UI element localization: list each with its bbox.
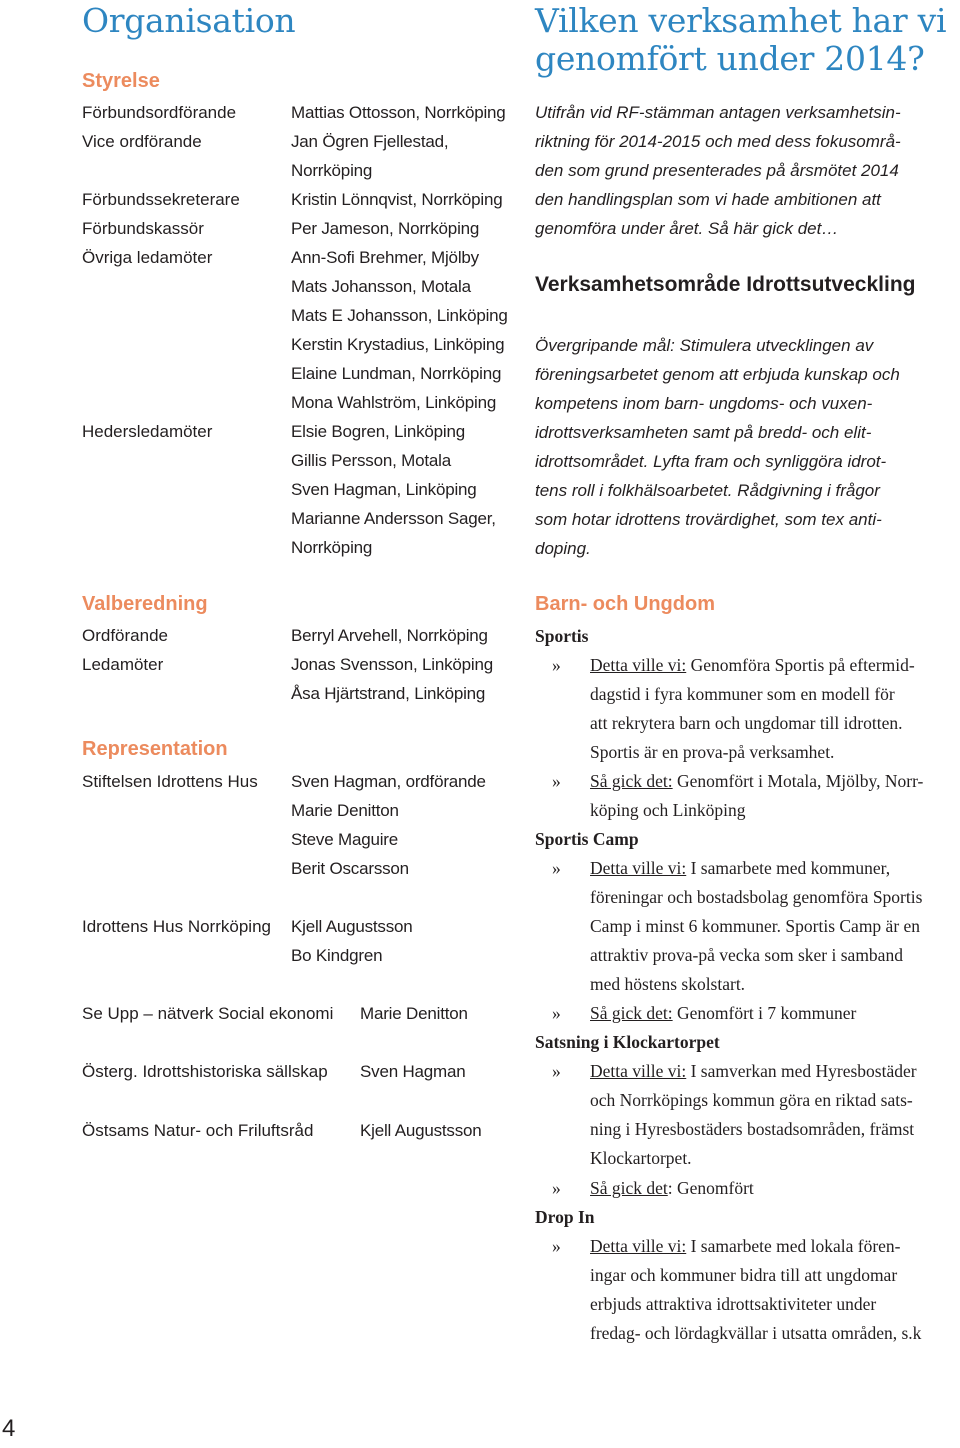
intro-paragraph — [535, 98, 901, 243]
row-value: Sven Hagman, Linköping — [291, 480, 477, 499]
item-text: dagstid i fyra kommuner som en modell för — [590, 684, 895, 704]
goal-line: tens roll i folkhälsoarbetet. Rådgivning i frågor — [535, 481, 880, 500]
row-value: Marie Denitton — [360, 1004, 468, 1023]
row-value: Mats Johansson, Motala — [291, 277, 471, 296]
intro-line: Utifrån vid RF-stämman antagen verksamhetsin- — [535, 103, 901, 122]
goal-line: föreningsarbetet genom att erbjuda kunskap och — [535, 365, 900, 384]
item-text: Genomfört i Motala, Mjölby, Norr- — [672, 771, 924, 791]
item-text: att rekrytera barn och ungdomar till idrotten. — [590, 713, 903, 733]
row-label: Österg. Idrottshistoriska sällskap — [82, 1062, 328, 1081]
bullet-item — [590, 1174, 754, 1203]
row-label: Ledamöter — [82, 655, 164, 674]
row-value: Kjell Augustsson — [291, 917, 413, 936]
representation-heading: Representation — [82, 738, 228, 760]
row-value: Mona Wahlström, Linköping — [291, 393, 497, 412]
row-value: Bo Kindgren — [291, 946, 383, 965]
bullet-icon: » — [552, 858, 561, 878]
bullet-icon: » — [552, 771, 561, 791]
item-text: Klockartorpet. — [590, 1148, 692, 1168]
row-value: Kristin Lönnqvist, Norrköping — [291, 190, 503, 209]
intro-line: genomföra under året. Så här gick det… — [535, 219, 839, 238]
item-text: köping och Linköping — [590, 800, 746, 820]
goal-line: som hotar idrottens trovärdighet, som tex anti- — [535, 510, 882, 529]
row-value: Berryl Arvehell, Norrköping — [291, 626, 488, 645]
item-text: attraktiv prova-på vecka som sker i samband — [590, 945, 903, 965]
item-text: med höstens skolstart. — [590, 974, 746, 994]
intro-line: riktning för 2014-2015 och med dess fokusområ- — [535, 132, 901, 151]
item-key: Detta ville vi: — [590, 655, 687, 675]
bullet-icon: » — [552, 1178, 561, 1198]
row-label: Övriga ledamöter — [82, 248, 213, 267]
intro-line: den handlingsplan som vi hade ambitionen att — [535, 190, 881, 209]
row-label: Idrottens Hus Norrköping — [82, 917, 271, 936]
item-text: ning i Hyresbostäders bostadsområden, främst — [590, 1119, 915, 1139]
row-value: Elsie Bogren, Linköping — [291, 422, 466, 441]
bullet-icon: » — [552, 1003, 561, 1023]
bullet-item — [590, 854, 922, 999]
item-text: I samverkan med Hyresbostäder — [686, 1061, 917, 1081]
bullet-icon: » — [552, 655, 561, 675]
item-text: I samarbete med lokala fören- — [686, 1236, 901, 1256]
row-label: Hedersledamöter — [82, 422, 213, 441]
row-value: Berit Oscarsson — [291, 859, 409, 878]
bullet-item — [590, 767, 923, 825]
valberedning-heading: Valberedning — [82, 593, 208, 615]
page-number: 4 — [2, 1415, 16, 1442]
item-key: Detta ville vi: — [590, 1061, 687, 1081]
row-value: Jan Ögren Fjellestad, — [291, 132, 449, 151]
row-value: Ann-Sofi Brehmer, Mjölby — [291, 248, 479, 267]
item-text: fredag- och lördagkvällar i utsatta områden, s.k — [590, 1323, 922, 1343]
bullet-item — [590, 651, 915, 767]
row-value: Mats E Johansson, Linköping — [291, 306, 508, 325]
row-value: Kjell Augustsson — [360, 1121, 482, 1140]
intro-line: den som grund presenterades på årsmötet 2014 — [535, 161, 899, 180]
row-value: Steve Maguire — [291, 830, 399, 849]
row-value: Norrköping — [291, 161, 373, 180]
bullet-icon: » — [552, 1061, 561, 1081]
item-key: Detta ville vi: — [590, 1236, 687, 1256]
item-key: Så gick det: — [590, 771, 673, 791]
item-text: : Genomfört — [667, 1178, 754, 1198]
section-title-klockartorpet: Satsning i Klockartorpet — [535, 1032, 720, 1052]
row-value: Marie Denitton — [291, 801, 399, 820]
section-title-sportis: Sportis — [535, 626, 589, 646]
row-label: Stiftelsen Idrottens Hus — [82, 772, 258, 791]
verksamhet-title-line2: genomfört under 2014? — [535, 39, 925, 78]
organisation-title: Organisation — [82, 1, 296, 40]
item-text: och Norrköpings kommun göra en riktad sats- — [590, 1090, 913, 1110]
section-title-drop-in: Drop In — [535, 1207, 595, 1227]
row-label: Se Upp – nätverk Social ekonomi — [82, 1004, 334, 1023]
barn-ungdom-heading: Barn- och Ungdom — [535, 593, 715, 615]
goal-line: idrottsområdet. Lyfta fram och synliggöra idrot- — [535, 452, 887, 471]
section-title-sportis-camp: Sportis Camp — [535, 829, 639, 849]
row-value: Elaine Lundman, Norrköping — [291, 364, 502, 383]
item-text: Sportis är en prova-på verksamhet. — [590, 742, 835, 762]
row-label: Förbundssekreterare — [82, 190, 240, 209]
row-label: Förbundsordförande — [82, 103, 237, 122]
item-text: föreningar och bostadsbolag genomföra Sportis — [590, 887, 923, 907]
row-label: Östsams Natur- och Friluftsråd — [82, 1121, 314, 1140]
item-key: Så gick det: — [590, 1003, 673, 1023]
item-text: Genomföra Sportis på eftermid- — [686, 655, 915, 675]
row-value: Kerstin Krystadius, Linköping — [291, 335, 505, 354]
row-value: Jonas Svensson, Linköping — [291, 655, 493, 674]
row-value: Sven Hagman — [360, 1062, 466, 1081]
goal-line: kompetens inom barn- ungdoms- och vuxen- — [535, 394, 873, 413]
area-heading: Verksamhetsområde Idrottsutveckling — [535, 273, 916, 296]
bullet-item — [590, 1057, 917, 1173]
goal-line: doping. — [535, 539, 591, 558]
row-value: Mattias Ottosson, Norrköping — [291, 103, 506, 122]
item-text: Genomfört i 7 kommuner — [672, 1003, 857, 1023]
item-text: erbjuds attraktiva idrottsaktiviteter under — [590, 1294, 877, 1314]
row-value: Marianne Andersson Sager, — [291, 509, 496, 528]
row-value: Gillis Persson, Motala — [291, 451, 451, 470]
bullet-item — [590, 1232, 921, 1348]
row-value: Åsa Hjärtstrand, Linköping — [291, 684, 486, 703]
goal-line: Övergripande mål: Stimulera utvecklingen av — [535, 336, 874, 355]
row-label: Ordförande — [82, 626, 168, 645]
bullet-item — [590, 999, 856, 1028]
row-value: Norrköping — [291, 538, 373, 557]
item-text: ingar och kommuner bidra till att ungdomar — [590, 1265, 898, 1285]
bullet-icon: » — [552, 1236, 561, 1256]
goal-paragraph — [535, 331, 900, 563]
styrelse-heading: Styrelse — [82, 70, 160, 92]
verksamhet-title-line1: Vilken verksamhet har vi — [535, 1, 947, 40]
row-value: Per Jameson, Norrköping — [291, 219, 480, 238]
goal-line: idrottsverksamheten samt på bredd- och elit- — [535, 423, 872, 442]
item-text: I samarbete med kommuner, — [686, 858, 891, 878]
item-text: Camp i minst 6 kommuner. Sportis Camp är en — [590, 916, 921, 936]
row-label: Vice ordförande — [82, 132, 202, 151]
item-key: Så gick det — [590, 1178, 668, 1198]
row-value: Sven Hagman, ordförande — [291, 772, 486, 791]
row-label: Förbundskassör — [82, 219, 204, 238]
item-key: Detta ville vi: — [590, 858, 687, 878]
